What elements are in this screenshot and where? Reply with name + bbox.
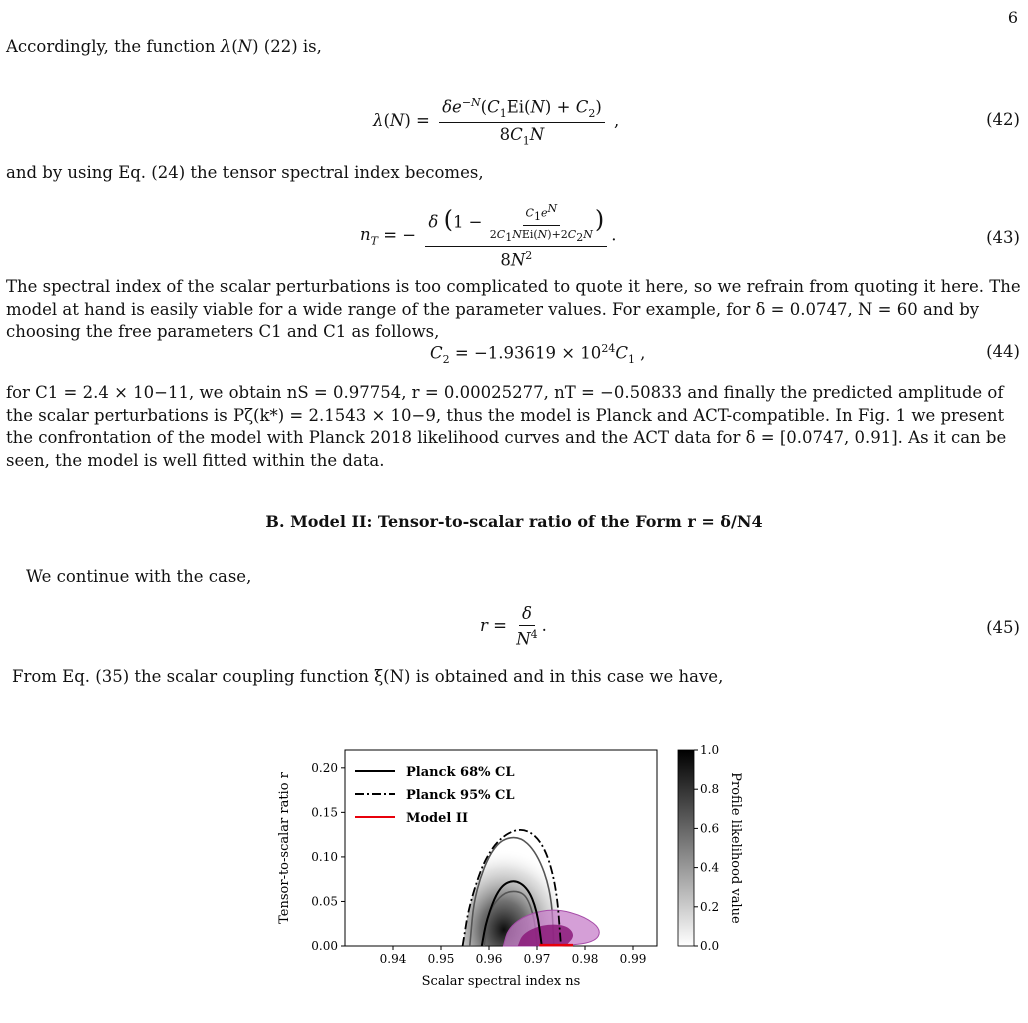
colorbar-tick-label: 0.2: [700, 899, 720, 914]
y-tick-label: 0.05: [311, 894, 338, 909]
y-tick-label: 0.10: [311, 849, 338, 864]
paragraph-2: and by using Eq. (24) the tensor spectral index becomes,: [6, 163, 484, 182]
paragraph-3: The spectral index of the scalar perturbations is too complicated to quote it here, so we refrain from quoting it here. The model at hand is easily viable for a wide range of the parameter values. For example, for δ = 0.0747, N = 60 and by choosing the free parameters C1 and C1 as follows,: [6, 277, 1021, 341]
colorbar-tick-label: 0.4: [700, 860, 720, 875]
eq-number-43: (43): [986, 228, 1020, 247]
colorbar-tick-label: 1.0: [700, 743, 720, 757]
eq-number-42: (42): [986, 110, 1020, 129]
x-tick-label: 0.94: [379, 952, 407, 966]
paragraph-6: From Eq. (35) the scalar coupling function ξ(N) is obtained and in this case we have,: [12, 667, 724, 686]
x-tick-label: 0.97: [523, 952, 551, 966]
eq-number-45: (45): [986, 618, 1020, 637]
y-tick-label: 0.15: [311, 805, 338, 820]
paragraph-1: Accordingly, the function λ(N) (22) is,: [6, 37, 322, 56]
paragraph-4: for C1 = 2.4 × 10−11, we obtain nS = 0.97754, r = 0.00025277, nT = −0.50833 and finally the predicted amplitude of the scalar perturbations is Pζ(k*) = 2.1543 × 10−9, thus the model is Planck and ACT-compatible. In Fig. 1 we present the confrontation of the model with Planck 2018 likelihood curves and the ACT data for δ = [0.0747, 0.91]. As it can be seen, the model is well fitted within the data.: [6, 383, 1007, 470]
x-tick-label: 0.96: [475, 952, 503, 966]
colorbar-tick-label: 0.6: [700, 821, 720, 836]
legend-label: Planck 68% CL: [406, 765, 515, 780]
x-tick-label: 0.95: [427, 952, 455, 966]
x-axis-label: Scalar spectral index ns: [421, 974, 581, 989]
equation-45: r = $\frac{\delta}{N^4}$ . (45): [480, 604, 1020, 649]
colorbar: [678, 750, 694, 946]
likelihood-figure: [270, 735, 750, 995]
page-number: 6: [1007, 8, 1018, 27]
equation-44: $C_2 = -1.93619 \times 10^{24}C_1$ , (44): [430, 342, 1020, 366]
legend-label: Model II: [406, 811, 469, 826]
colorbar-label: Profile likelihood value: [728, 772, 743, 924]
equation-42: λ(N) = $\frac{\delta e^{-N}(C_1Ei(N) + C_2)}{8C_1N}$ , (42): [373, 96, 1020, 148]
paragraph-5: We continue with the case,: [26, 567, 252, 586]
colorbar-tick-label: 0.0: [700, 939, 720, 953]
equation-43: $n_T$ = − δ (1 − $\frac{C_1e^N}{2C_1NEi(N)+2C_2N}$ ) $8N^2$ . (43): [360, 202, 1020, 270]
y-tick-label: 0.20: [311, 760, 338, 775]
legend-label: Planck 95% CL: [406, 788, 515, 803]
eq-number-44: (44): [986, 342, 1020, 361]
x-tick-label: 0.99: [619, 952, 647, 966]
y-axis-label: Tensor-to-scalar ratio r: [277, 772, 292, 924]
colorbar-tick-label: 0.8: [700, 782, 720, 797]
x-tick-label: 0.98: [571, 952, 599, 966]
y-tick-label: 0.00: [311, 939, 338, 953]
section-heading: B. Model II: Tensor-to-scalar ratio of the Form r = δ/N4: [265, 512, 763, 531]
